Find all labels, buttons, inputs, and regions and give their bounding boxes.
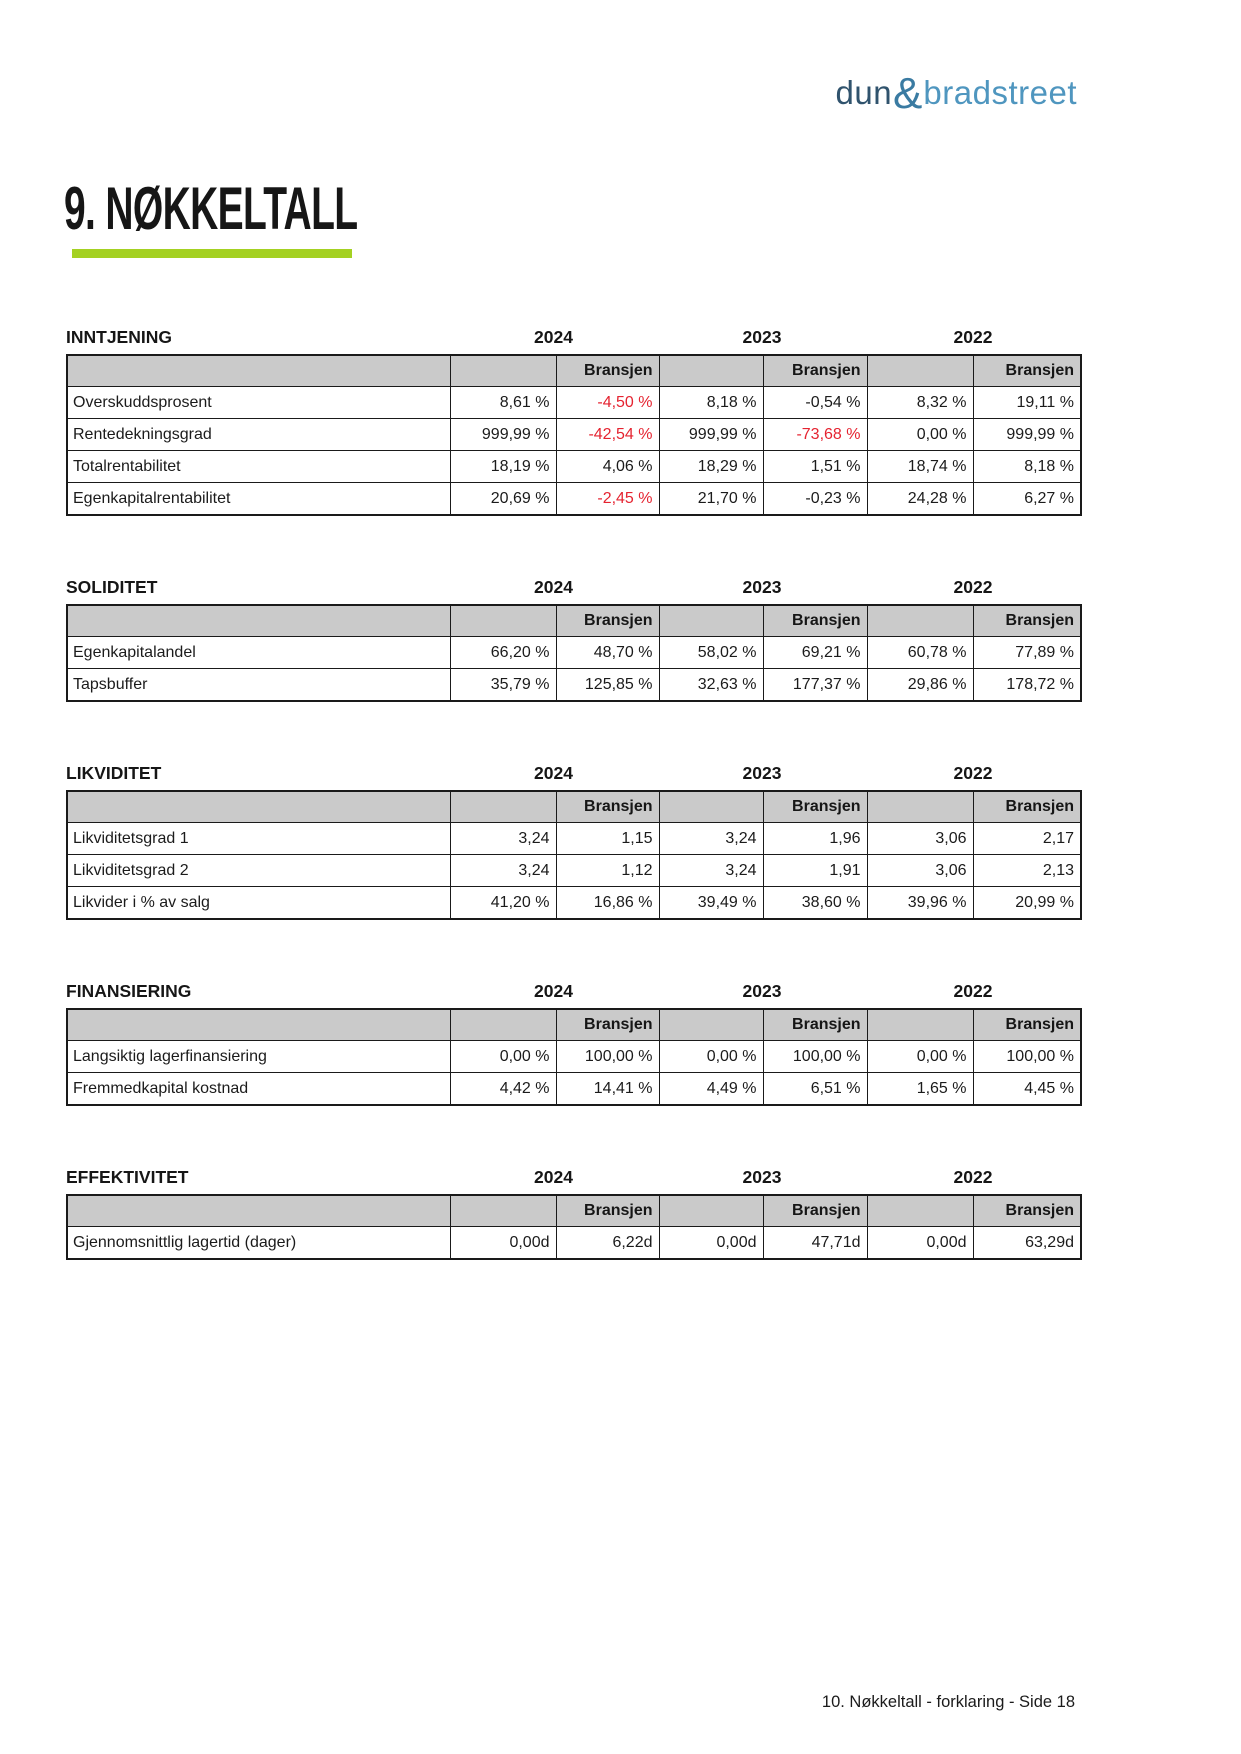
- kpi-table: [66, 790, 1082, 920]
- value-cell: 18,74 %: [867, 451, 973, 483]
- logo-ampersand-icon: &: [893, 69, 923, 118]
- kpi-table: [66, 1008, 1082, 1106]
- year-label: 2022: [953, 763, 993, 783]
- value-cell: 60,78 %: [867, 637, 973, 669]
- value-cell: 24,28 %: [867, 483, 973, 516]
- bransjen-column-header: Bransjen: [763, 791, 867, 823]
- row-label: Fremmedkapital kostnad: [67, 1073, 450, 1106]
- year-label: 2022: [953, 577, 993, 597]
- table-row: [67, 1227, 1081, 1260]
- value-cell: 69,21 %: [763, 637, 867, 669]
- value-column-header: [450, 1009, 556, 1041]
- value-cell: 58,02 %: [659, 637, 763, 669]
- section-title: FINANSIERING: [66, 981, 192, 1001]
- value-cell: 16,86 %: [556, 887, 659, 920]
- corner-header: [67, 605, 450, 637]
- value-cell: 21,70 %: [659, 483, 763, 516]
- kpi-section: [66, 976, 1080, 1106]
- row-label: Rentedekningsgrad: [67, 419, 450, 451]
- value-cell: 14,41 %: [556, 1073, 659, 1106]
- value-cell: 4,49 %: [659, 1073, 763, 1106]
- row-label: Likviditetsgrad 2: [67, 855, 450, 887]
- year-label: 2022: [953, 1167, 993, 1187]
- value-cell: 18,29 %: [659, 451, 763, 483]
- value-cell: 2,13: [973, 855, 1081, 887]
- section-header-row: [66, 572, 1080, 598]
- value-cell: 0,00d: [867, 1227, 973, 1260]
- table-body: [67, 1041, 1081, 1106]
- table-body: [67, 637, 1081, 702]
- value-cell: 125,85 %: [556, 669, 659, 702]
- row-label: Tapsbuffer: [67, 669, 450, 702]
- value-cell: 3,06: [867, 855, 973, 887]
- value-cell: 77,89 %: [973, 637, 1081, 669]
- value-cell: 66,20 %: [450, 637, 556, 669]
- table-row: [67, 1041, 1081, 1073]
- bransjen-column-header: Bransjen: [973, 1195, 1081, 1227]
- value-column-header: [450, 791, 556, 823]
- section-header-row: [66, 976, 1080, 1002]
- section-header-row: [66, 322, 1080, 348]
- value-cell: 3,24: [659, 855, 763, 887]
- bransjen-column-header: Bransjen: [763, 1009, 867, 1041]
- row-label: Langsiktig lagerfinansiering: [67, 1041, 450, 1073]
- value-cell: -0,54 %: [763, 387, 867, 419]
- kpi-section: [66, 758, 1080, 920]
- value-cell: 6,51 %: [763, 1073, 867, 1106]
- logo-text-dun: dun: [835, 73, 893, 111]
- value-cell: 3,24: [659, 823, 763, 855]
- value-cell: 38,60 %: [763, 887, 867, 920]
- value-cell: 1,15: [556, 823, 659, 855]
- corner-header: [67, 355, 450, 387]
- section-header-row: [66, 758, 1080, 784]
- value-cell: 100,00 %: [973, 1041, 1081, 1073]
- value-cell: 0,00d: [659, 1227, 763, 1260]
- bransjen-column-header: Bransjen: [763, 1195, 867, 1227]
- value-cell: 999,99 %: [450, 419, 556, 451]
- value-cell: -4,50 %: [556, 387, 659, 419]
- value-cell: 8,32 %: [867, 387, 973, 419]
- bransjen-column-header: Bransjen: [763, 605, 867, 637]
- year-label: 2024: [534, 763, 573, 783]
- table-body: [67, 1227, 1081, 1260]
- row-label: Overskuddsprosent: [67, 387, 450, 419]
- section-title: EFFEKTIVITET: [66, 1167, 189, 1187]
- table-row: [67, 483, 1081, 516]
- corner-header: [67, 1195, 450, 1227]
- year-label: 2022: [953, 327, 993, 347]
- value-cell: 29,86 %: [867, 669, 973, 702]
- year-label: 2023: [742, 577, 782, 597]
- value-column-header: [450, 1195, 556, 1227]
- table-header-row: [67, 791, 1081, 823]
- bransjen-column-header: Bransjen: [556, 1195, 659, 1227]
- value-column-header: [867, 355, 973, 387]
- value-cell: 100,00 %: [763, 1041, 867, 1073]
- logo-text-bradstreet: bradstreet: [923, 73, 1077, 111]
- value-cell: 0,00 %: [659, 1041, 763, 1073]
- value-column-header: [659, 1009, 763, 1041]
- bransjen-column-header: Bransjen: [973, 1009, 1081, 1041]
- page-title: 9. NØKKELTALL: [64, 175, 358, 242]
- table-row: [67, 1073, 1081, 1106]
- section-title: INNTJENING: [66, 327, 172, 347]
- value-cell: 6,22d: [556, 1227, 659, 1260]
- value-column-header: [659, 355, 763, 387]
- value-cell: 0,00d: [450, 1227, 556, 1260]
- title-accent-bar: [72, 249, 352, 258]
- table-row: [67, 419, 1081, 451]
- corner-header: [67, 1009, 450, 1041]
- value-cell: 8,18 %: [659, 387, 763, 419]
- value-cell: 6,27 %: [973, 483, 1081, 516]
- bransjen-column-header: Bransjen: [973, 791, 1081, 823]
- value-cell: 0,00 %: [867, 419, 973, 451]
- value-cell: 2,17: [973, 823, 1081, 855]
- row-label: Gjennomsnittlig lagertid (dager): [67, 1227, 450, 1260]
- table-body: [67, 387, 1081, 516]
- value-column-header: [450, 355, 556, 387]
- value-cell: 20,69 %: [450, 483, 556, 516]
- value-cell: 19,11 %: [973, 387, 1081, 419]
- value-column-header: [659, 605, 763, 637]
- year-label: 2022: [953, 981, 993, 1001]
- table-header-row: [67, 1009, 1081, 1041]
- value-cell: 35,79 %: [450, 669, 556, 702]
- kpi-table: [66, 1194, 1082, 1260]
- section-header-row: [66, 1162, 1080, 1188]
- value-column-header: [867, 791, 973, 823]
- bransjen-column-header: Bransjen: [556, 355, 659, 387]
- kpi-section: [66, 322, 1080, 516]
- value-cell: -73,68 %: [763, 419, 867, 451]
- value-cell: 1,12: [556, 855, 659, 887]
- value-cell: 63,29d: [973, 1227, 1081, 1260]
- value-cell: 4,45 %: [973, 1073, 1081, 1106]
- value-cell: 3,24: [450, 823, 556, 855]
- value-column-header: [867, 1009, 973, 1041]
- bransjen-column-header: Bransjen: [556, 1009, 659, 1041]
- value-cell: 32,63 %: [659, 669, 763, 702]
- year-label: 2024: [534, 577, 573, 597]
- value-column-header: [450, 605, 556, 637]
- section-title: SOLIDITET: [66, 577, 158, 597]
- table-row: [67, 669, 1081, 702]
- value-column-header: [867, 1195, 973, 1227]
- table-header-row: [67, 1195, 1081, 1227]
- table-row: [67, 855, 1081, 887]
- corner-header: [67, 791, 450, 823]
- value-cell: 4,42 %: [450, 1073, 556, 1106]
- value-cell: 39,49 %: [659, 887, 763, 920]
- value-cell: 41,20 %: [450, 887, 556, 920]
- value-cell: 1,91: [763, 855, 867, 887]
- table-body: [67, 823, 1081, 920]
- bransjen-column-header: Bransjen: [556, 791, 659, 823]
- value-cell: 20,99 %: [973, 887, 1081, 920]
- table-header-row: [67, 605, 1081, 637]
- value-cell: 3,24: [450, 855, 556, 887]
- value-cell: 48,70 %: [556, 637, 659, 669]
- value-cell: -2,45 %: [556, 483, 659, 516]
- year-label: 2024: [534, 327, 573, 347]
- value-cell: 1,65 %: [867, 1073, 973, 1106]
- value-cell: 4,06 %: [556, 451, 659, 483]
- year-label: 2024: [534, 981, 573, 1001]
- kpi-section: [66, 1162, 1080, 1260]
- row-label: Egenkapitalrentabilitet: [67, 483, 450, 516]
- value-cell: -42,54 %: [556, 419, 659, 451]
- section-title: LIKVIDITET: [66, 763, 162, 783]
- kpi-table: [66, 604, 1082, 702]
- table-row: [67, 387, 1081, 419]
- table-row: [67, 887, 1081, 920]
- value-cell: -0,23 %: [763, 483, 867, 516]
- year-label: 2023: [742, 763, 782, 783]
- value-cell: 47,71d: [763, 1227, 867, 1260]
- table-row: [67, 451, 1081, 483]
- table-row: [67, 637, 1081, 669]
- sections: [66, 322, 1080, 1260]
- kpi-table: [66, 354, 1082, 516]
- value-cell: 39,96 %: [867, 887, 973, 920]
- value-column-header: [659, 1195, 763, 1227]
- value-cell: 178,72 %: [973, 669, 1081, 702]
- value-cell: 0,00 %: [450, 1041, 556, 1073]
- row-label: Likviditetsgrad 1: [67, 823, 450, 855]
- value-cell: 8,18 %: [973, 451, 1081, 483]
- value-cell: 3,06: [867, 823, 973, 855]
- table-header-row: [67, 355, 1081, 387]
- value-column-header: [867, 605, 973, 637]
- value-cell: 177,37 %: [763, 669, 867, 702]
- dun-bradstreet-logo: [835, 69, 1077, 118]
- value-cell: 1,51 %: [763, 451, 867, 483]
- value-cell: 1,96: [763, 823, 867, 855]
- page-footer: 10. Nøkkeltall - forklaring - Side 18: [821, 1693, 1075, 1711]
- value-cell: 18,19 %: [450, 451, 556, 483]
- kpi-section: [66, 572, 1080, 702]
- row-label: Egenkapitalandel: [67, 637, 450, 669]
- bransjen-column-header: Bransjen: [763, 355, 867, 387]
- row-label: Totalrentabilitet: [67, 451, 450, 483]
- year-label: 2023: [742, 327, 782, 347]
- value-cell: 0,00 %: [867, 1041, 973, 1073]
- value-cell: 999,99 %: [659, 419, 763, 451]
- year-label: 2024: [534, 1167, 573, 1187]
- bransjen-column-header: Bransjen: [556, 605, 659, 637]
- value-cell: 999,99 %: [973, 419, 1081, 451]
- row-label: Likvider i % av salg: [67, 887, 450, 920]
- year-label: 2023: [742, 981, 782, 1001]
- year-label: 2023: [742, 1167, 782, 1187]
- value-column-header: [659, 791, 763, 823]
- value-cell: 8,61 %: [450, 387, 556, 419]
- bransjen-column-header: Bransjen: [973, 605, 1081, 637]
- bransjen-column-header: Bransjen: [973, 355, 1081, 387]
- value-cell: 100,00 %: [556, 1041, 659, 1073]
- table-row: [67, 823, 1081, 855]
